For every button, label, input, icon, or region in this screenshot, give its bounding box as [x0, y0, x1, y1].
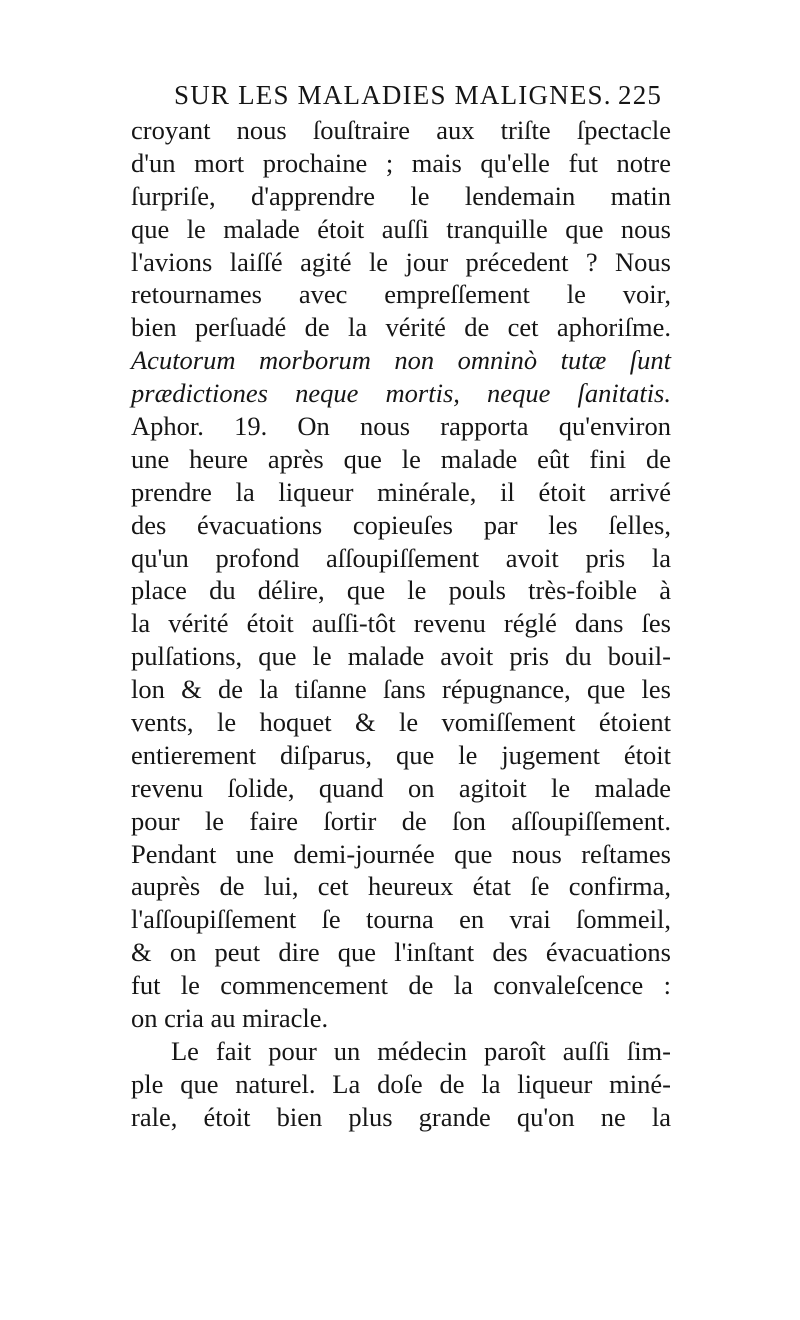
- text-line: des évacuations copieuſes par les ſelles,: [131, 509, 671, 540]
- body-text: [131, 114, 671, 1134]
- text-line: l'aſſoupiſſement ſe tourna en vrai ſommeil,: [131, 904, 671, 935]
- text-line: ſurpriſe, d'apprendre le lendemain matin: [131, 180, 671, 211]
- text-line: lon & de la tiſanne ſans répugnance, que les: [131, 674, 671, 705]
- text-line: vents, le hoquet & le vomiſſement étoient: [131, 707, 671, 738]
- text-line: croyant nous ſouſtraire aux triſte ſpectacle: [131, 115, 671, 145]
- text-line: & on peut dire que l'inſtant des évacuations: [131, 937, 671, 968]
- latin-quote-line: prædictiones neque mortis, neque ſanitatis.: [131, 378, 671, 409]
- text-line: qu'un profond aſſoupiſſement avoit pris la: [131, 542, 671, 573]
- text-line: une heure après que le malade eût fini de: [131, 443, 671, 474]
- text-line: entierement diſparus, que le jugement étoit: [131, 739, 671, 770]
- text-line: Pendant une demi-journée que nous reſtames: [131, 838, 671, 869]
- text-line: d'un mort prochaine ; mais qu'elle fut notre: [131, 147, 671, 178]
- text-line: la vérité étoit auſſi-tôt revenu réglé dans ſes: [131, 608, 671, 639]
- page-number: 225: [618, 80, 663, 110]
- text-line: place du délire, que le pouls très-foible à: [131, 575, 671, 606]
- text-line: auprès de lui, cet heureux état ſe confirma,: [131, 871, 671, 902]
- text-line: rale, étoit bien plus grande qu'on ne la: [131, 1101, 671, 1132]
- text-line: pour le faire ſortir de ſon aſſoupiſſement.: [131, 805, 671, 836]
- text-line: l'avions laiſſé agité le jour précedent ? Nous: [131, 246, 671, 277]
- text-line: revenu ſolide, quand on agitoit le malade: [131, 772, 671, 803]
- paragraph-start-line: Le fait pour un médecin paroît auſſi ſim-: [171, 1035, 671, 1066]
- text-line: fut le commencement de la convaleſcence :: [131, 970, 671, 1001]
- text-line: ple que naturel. La doſe de la liqueur miné-: [131, 1068, 671, 1099]
- text-line: que le malade étoit auſſi tranquille que nous: [131, 213, 671, 244]
- text-line: retournames avec empreſſement le voir,: [131, 279, 671, 310]
- text-line: bien perſuadé de la vérité de cet aphoriſme.: [131, 312, 671, 343]
- running-title: SUR LES MALADIES MALIGNES.: [174, 80, 612, 110]
- latin-quote-line: Acutorum morborum non omninò tutæ ſunt: [131, 345, 671, 376]
- text-line: Aphor. 19. On nous rapporta qu'environ: [131, 411, 671, 442]
- text-line: pulſations, que le malade avoit pris du bouil-: [131, 641, 671, 672]
- text-line: prendre la liqueur minérale, il étoit arrivé: [131, 476, 671, 507]
- paragraph-end-line: on cria au miracle.: [131, 1003, 329, 1034]
